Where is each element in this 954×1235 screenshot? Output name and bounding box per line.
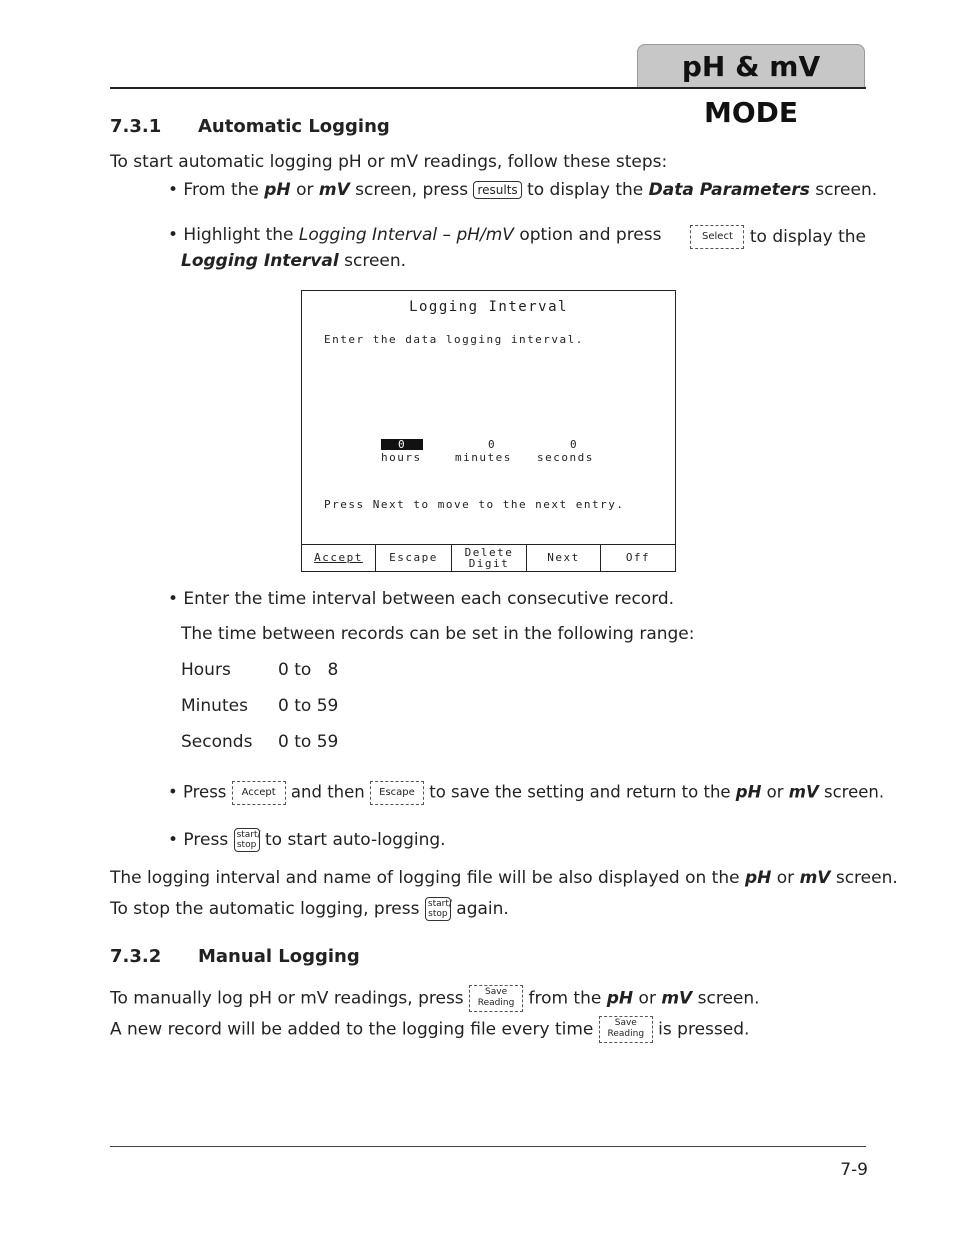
text: • Highlight the xyxy=(168,225,299,245)
results-key-icon: results xyxy=(473,181,521,199)
hours-label: hours xyxy=(381,451,422,464)
key-text: Save xyxy=(485,987,508,997)
escape-key-icon: Escape xyxy=(370,781,424,805)
key-text: Reading xyxy=(477,998,515,1008)
section-number: 7.3.1 xyxy=(110,116,162,137)
key-text: Save xyxy=(614,1018,637,1028)
range-value: 0 to 59 xyxy=(278,696,339,716)
bullet-press-accept xyxy=(168,781,884,805)
range-row-minutes xyxy=(181,696,338,716)
mv-label: mV xyxy=(661,988,693,1009)
bullet-press-start xyxy=(168,828,446,852)
ph-label: pH xyxy=(735,782,762,802)
text: screen. xyxy=(338,251,407,271)
section-title: Manual Logging xyxy=(198,946,360,967)
text: To manually log pH or mV readings, press xyxy=(110,988,470,1009)
text: screen. xyxy=(818,782,885,802)
section-heading-automatic xyxy=(110,116,510,140)
ph-label: pH xyxy=(606,988,634,1009)
screen-title: Logging Interval xyxy=(409,299,568,315)
text: screen. xyxy=(830,868,898,888)
section-heading-manual xyxy=(110,946,510,970)
text: and then xyxy=(285,782,370,802)
manual-log-instruction xyxy=(110,985,760,1012)
ph-label: pH xyxy=(264,180,291,200)
text: again. xyxy=(450,899,509,919)
text: To stop the automatic logging, press xyxy=(110,899,425,919)
text: to display the xyxy=(521,180,649,200)
text: or xyxy=(771,868,800,888)
bullet-from-screen xyxy=(168,180,877,200)
header-rule xyxy=(110,87,866,89)
stop-logging-note xyxy=(110,897,509,921)
range-intro: The time between records can be set in the following range: xyxy=(181,624,695,644)
escape-softkey[interactable]: Escape xyxy=(376,544,452,571)
range-value: 0 to 8 xyxy=(278,660,339,680)
range-value: 0 to 59 xyxy=(278,732,339,752)
text: • Press xyxy=(168,830,234,850)
key-text: stop xyxy=(236,840,257,850)
mv-label: mV xyxy=(799,868,831,888)
text: screen. xyxy=(692,988,760,1009)
bullet-enter-interval: • Enter the time interval between each consecutive record. xyxy=(168,589,675,609)
logging-interval-screen xyxy=(301,290,676,572)
range-row-hours xyxy=(181,660,338,680)
start-stop-key-icon xyxy=(425,897,451,921)
page-number: 7-9 xyxy=(840,1160,868,1180)
minutes-label: minutes xyxy=(455,451,512,464)
key-text: stop xyxy=(428,909,448,919)
key-text: Reading xyxy=(607,1029,645,1039)
bullet-highlight xyxy=(168,225,866,249)
text: screen. xyxy=(809,180,878,200)
logging-interval-label: Logging Interval xyxy=(181,251,339,271)
text: from the xyxy=(523,988,607,1009)
screen-prompt: Enter the data logging interval. xyxy=(324,333,584,346)
text: The logging interval and name of logging file will be also displayed on the xyxy=(110,868,745,888)
range-row-seconds xyxy=(181,732,338,752)
text: is pressed. xyxy=(652,1019,750,1040)
screen-hint: Press Next to move to the next entry. xyxy=(324,498,625,511)
off-softkey[interactable]: Off xyxy=(601,544,675,571)
seconds-label: seconds xyxy=(537,451,594,464)
text: or xyxy=(761,782,789,802)
data-parameters-label: Data Parameters xyxy=(648,180,810,200)
text: to save the setting and return to the xyxy=(423,782,736,802)
text: to display the xyxy=(744,227,866,247)
text-group xyxy=(168,225,661,249)
text: to start auto-logging. xyxy=(259,830,446,850)
intro-text: To start automatic logging pH or mV readings, follow these steps: xyxy=(110,152,668,172)
minutes-value-field[interactable]: 0 xyxy=(487,438,497,451)
key-text: start/ xyxy=(236,830,261,840)
range-label: Seconds xyxy=(181,732,253,752)
text: or xyxy=(290,180,319,200)
text: or xyxy=(633,988,662,1009)
text: • From the xyxy=(168,180,265,200)
ph-label: pH xyxy=(744,868,772,888)
seconds-value-field[interactable]: 0 xyxy=(569,438,579,451)
text-group xyxy=(690,225,866,249)
mv-label: mV xyxy=(318,180,350,200)
range-label: Minutes xyxy=(181,696,248,716)
section-number: 7.3.2 xyxy=(110,946,162,967)
hours-value-field[interactable]: 0 xyxy=(381,439,423,450)
manual-log-note xyxy=(110,1016,749,1043)
accept-softkey[interactable]: Accept xyxy=(302,544,376,571)
key-text: start/ xyxy=(427,899,452,909)
mv-label: mV xyxy=(788,782,819,802)
delete-digit-softkey[interactable]: Delete Digit xyxy=(452,544,527,571)
text: A new record will be added to the logging file every time xyxy=(110,1019,599,1040)
range-label: Hours xyxy=(181,660,231,680)
text: screen, press xyxy=(349,180,474,200)
page-title: pH & mV MODE xyxy=(681,50,821,129)
logging-display-note xyxy=(110,868,898,888)
save-reading-key-icon xyxy=(469,985,523,1012)
save-reading-key-icon xyxy=(599,1016,653,1043)
text: • Press xyxy=(168,782,232,802)
accept-key-icon: Accept xyxy=(232,781,286,805)
logging-interval-option: Logging Interval – pH/mV xyxy=(298,225,514,245)
start-stop-key-icon xyxy=(234,828,260,852)
text: option and press xyxy=(513,225,662,245)
bullet-highlight-cont xyxy=(181,251,406,271)
footer-rule xyxy=(110,1146,866,1147)
select-key-icon: Select xyxy=(690,225,744,249)
section-title: Automatic Logging xyxy=(198,116,390,137)
next-softkey[interactable]: Next xyxy=(527,544,601,571)
